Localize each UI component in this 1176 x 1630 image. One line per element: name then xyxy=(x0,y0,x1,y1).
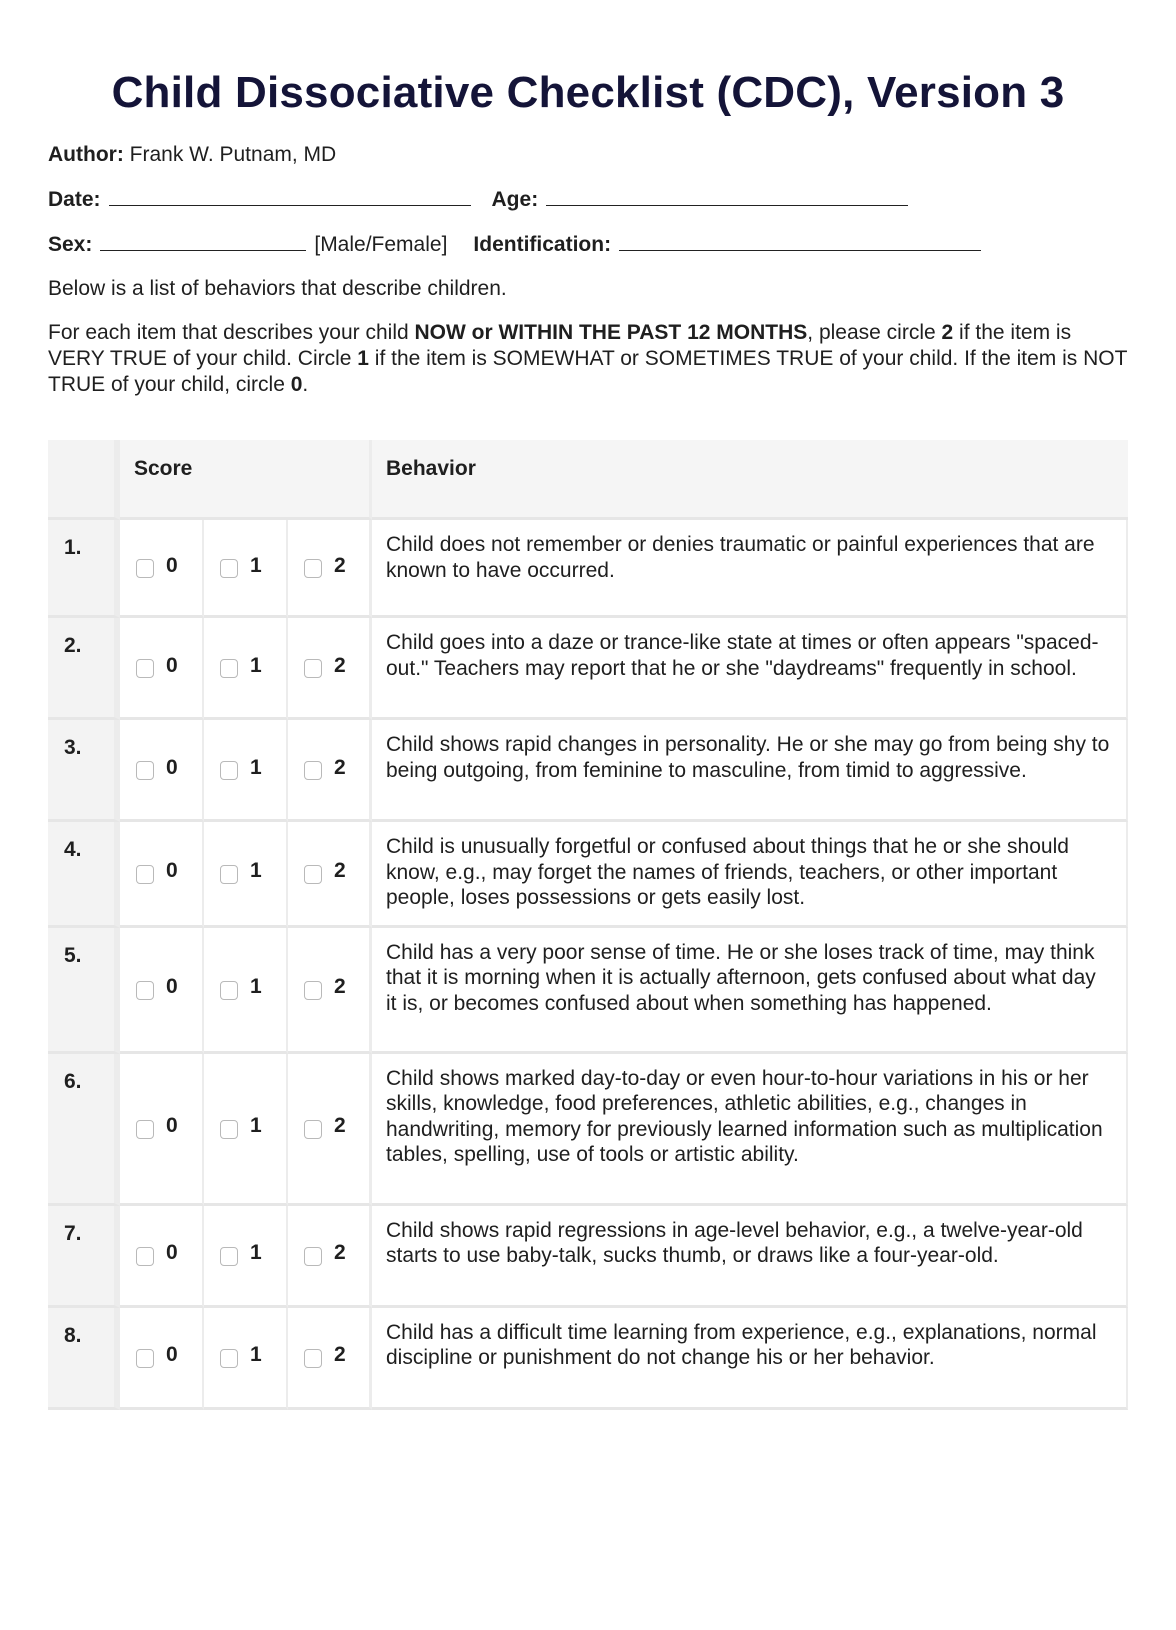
score-option-0[interactable] xyxy=(120,928,204,1054)
table-row xyxy=(48,928,1128,1054)
score-label: 2 xyxy=(334,653,346,677)
table-row xyxy=(48,1206,1128,1308)
score-option-0[interactable] xyxy=(120,1054,204,1206)
score-label: 0 xyxy=(166,975,178,998)
item-number: 3. xyxy=(48,720,120,822)
sex-field[interactable] xyxy=(100,231,306,251)
score-label: 2 xyxy=(334,553,346,577)
score-option-1[interactable] xyxy=(204,928,288,1054)
instructions-text: For each item that describes your child NOW or WITHIN THE PAST 12 MONTHS, please circle 2 if the item is VERY TRUE of your child. Circle 1 if the item is SOMEWHAT or SOMETIMES TRUE of your child. If the item is NOT TRUE of your child, circle 0. xyxy=(48,321,1128,396)
score-option-1[interactable] xyxy=(204,1308,288,1410)
score-option-2[interactable] xyxy=(288,720,372,822)
age-label: Age: xyxy=(491,188,539,211)
score-option-2[interactable] xyxy=(288,928,372,1054)
item-number: 8. xyxy=(48,1308,120,1410)
behavior-text: Child shows marked day-to-day or even hour-to-hour variations in his or her skills, knowledge, food preferences, athletic abilities, e.g., changes in handwriting, memory for previously learned information such as multiplication tables, spelling, use of tools or artistic ability. xyxy=(372,1054,1128,1206)
score-label: 2 xyxy=(334,859,346,883)
checkbox-icon[interactable] xyxy=(136,659,154,678)
score-label: 1 xyxy=(250,859,262,883)
checkbox-icon[interactable] xyxy=(304,559,322,578)
checkbox-icon[interactable] xyxy=(220,1120,238,1139)
sex-id-row xyxy=(48,231,1128,258)
checklist-table xyxy=(48,440,1128,1410)
age-field[interactable] xyxy=(546,186,908,206)
score-label: 2 xyxy=(334,1343,346,1366)
score-option-0[interactable] xyxy=(120,520,204,618)
score-option-2[interactable] xyxy=(288,1054,372,1206)
checkbox-icon[interactable] xyxy=(220,559,238,578)
table-row xyxy=(48,618,1128,720)
checkbox-icon[interactable] xyxy=(304,659,322,678)
score-option-0[interactable] xyxy=(120,618,204,720)
score-option-1[interactable] xyxy=(204,822,288,928)
checkbox-icon[interactable] xyxy=(136,865,154,884)
score-label: 1 xyxy=(250,1114,262,1137)
checkbox-icon[interactable] xyxy=(304,981,322,1000)
author-line xyxy=(48,142,1128,168)
checklist-body xyxy=(48,520,1128,1410)
score-option-1[interactable] xyxy=(204,720,288,822)
score-label: 2 xyxy=(334,755,346,779)
score-label: 0 xyxy=(166,1343,178,1366)
date-field[interactable] xyxy=(109,186,471,206)
score-label: 2 xyxy=(334,975,346,998)
checkbox-icon[interactable] xyxy=(304,1247,322,1266)
number-header xyxy=(48,440,120,520)
behavior-text: Child is unusually forgetful or confused about things that he or she should know, e.g., may forget the names of friends, teachers, or other important people, loses possessions or gets easily lost. xyxy=(372,822,1128,928)
score-label: 1 xyxy=(250,553,262,577)
score-label: 0 xyxy=(166,755,178,779)
checkbox-icon[interactable] xyxy=(304,1349,322,1368)
identification-label: Identification: xyxy=(473,233,612,256)
behavior-header: Behavior xyxy=(372,440,1128,520)
score-label: 0 xyxy=(166,653,178,677)
author-label: Author: xyxy=(48,143,124,166)
score-option-2[interactable] xyxy=(288,618,372,720)
intro-text: Below is a list of behaviors that describe children. xyxy=(48,277,507,300)
table-row xyxy=(48,822,1128,928)
checkbox-icon[interactable] xyxy=(136,761,154,780)
table-row xyxy=(48,1054,1128,1206)
checkbox-icon[interactable] xyxy=(220,1247,238,1266)
checkbox-icon[interactable] xyxy=(304,1120,322,1139)
sex-options: [Male/Female] xyxy=(314,233,448,256)
item-number: 6. xyxy=(48,1054,120,1206)
behavior-text: Child goes into a daze or trance-like state at times or often appears "spaced-out." Teachers may report that he or she "daydreams" frequently in school. xyxy=(372,618,1128,720)
score-label: 1 xyxy=(250,755,262,779)
table-row xyxy=(48,720,1128,822)
sex-label: Sex: xyxy=(48,233,93,256)
table-row xyxy=(48,1308,1128,1410)
score-label: 0 xyxy=(166,859,178,883)
behavior-text: Child does not remember or denies traumatic or painful experiences that are known to have occurred. xyxy=(372,520,1128,618)
checkbox-icon[interactable] xyxy=(220,865,238,884)
identification-field[interactable] xyxy=(619,231,981,251)
item-number: 5. xyxy=(48,928,120,1054)
score-option-0[interactable] xyxy=(120,822,204,928)
score-label: 1 xyxy=(250,1343,262,1366)
score-label: 1 xyxy=(250,975,262,998)
score-option-0[interactable] xyxy=(120,720,204,822)
checkbox-icon[interactable] xyxy=(136,1120,154,1139)
score-option-1[interactable] xyxy=(204,618,288,720)
score-label: 0 xyxy=(166,553,178,577)
behavior-text: Child has a difficult time learning from experience, e.g., explanations, normal discipline or punishment do not change his or her behavior. xyxy=(372,1308,1128,1410)
score-option-2[interactable] xyxy=(288,1206,372,1308)
score-option-1[interactable] xyxy=(204,1054,288,1206)
checkbox-icon[interactable] xyxy=(220,1349,238,1368)
item-number: 4. xyxy=(48,822,120,928)
score-option-2[interactable] xyxy=(288,1308,372,1410)
date-age-row xyxy=(48,186,1128,213)
checkbox-icon[interactable] xyxy=(304,761,322,780)
table-row xyxy=(48,520,1128,618)
behavior-text: Child shows rapid changes in personality. He or she may go from being shy to being outgoing, from feminine to masculine, from timid to aggressive. xyxy=(372,720,1128,822)
item-number: 7. xyxy=(48,1206,120,1308)
score-label: 1 xyxy=(250,653,262,677)
checkbox-icon[interactable] xyxy=(220,659,238,678)
score-option-1[interactable] xyxy=(204,520,288,618)
behavior-text: Child has a very poor sense of time. He or she loses track of time, may think that it is morning when it is actually afternoon, gets confused about what day it is, or becomes confused about when something has happened. xyxy=(372,928,1128,1054)
score-label: 2 xyxy=(334,1114,346,1137)
date-label: Date: xyxy=(48,188,101,211)
score-option-2[interactable] xyxy=(288,520,372,618)
item-number: 2. xyxy=(48,618,120,720)
author-value: Frank W. Putnam, MD xyxy=(129,143,337,166)
score-label: 1 xyxy=(250,1241,262,1264)
score-option-0[interactable] xyxy=(120,1206,204,1308)
score-label: 2 xyxy=(334,1241,346,1264)
score-label: 0 xyxy=(166,1114,178,1137)
document-title: Child Dissociative Checklist (CDC), Version 3 xyxy=(111,68,1065,117)
score-option-1[interactable] xyxy=(204,1206,288,1308)
score-option-2[interactable] xyxy=(288,822,372,928)
checkbox-icon[interactable] xyxy=(136,1247,154,1266)
checkbox-icon[interactable] xyxy=(136,559,154,578)
checkbox-icon[interactable] xyxy=(220,981,238,1000)
score-option-0[interactable] xyxy=(120,1308,204,1410)
checkbox-icon[interactable] xyxy=(136,1349,154,1368)
checkbox-icon[interactable] xyxy=(220,761,238,780)
checkbox-icon[interactable] xyxy=(304,865,322,884)
score-header: Score xyxy=(120,440,372,520)
checkbox-icon[interactable] xyxy=(136,981,154,1000)
table-header-row xyxy=(48,440,1128,520)
item-number: 1. xyxy=(48,520,120,618)
score-label: 0 xyxy=(166,1241,178,1264)
behavior-text: Child shows rapid regressions in age-level behavior, e.g., a twelve-year-old starts to use baby-talk, sucks thumb, or draws like a four-year-old. xyxy=(372,1206,1128,1308)
